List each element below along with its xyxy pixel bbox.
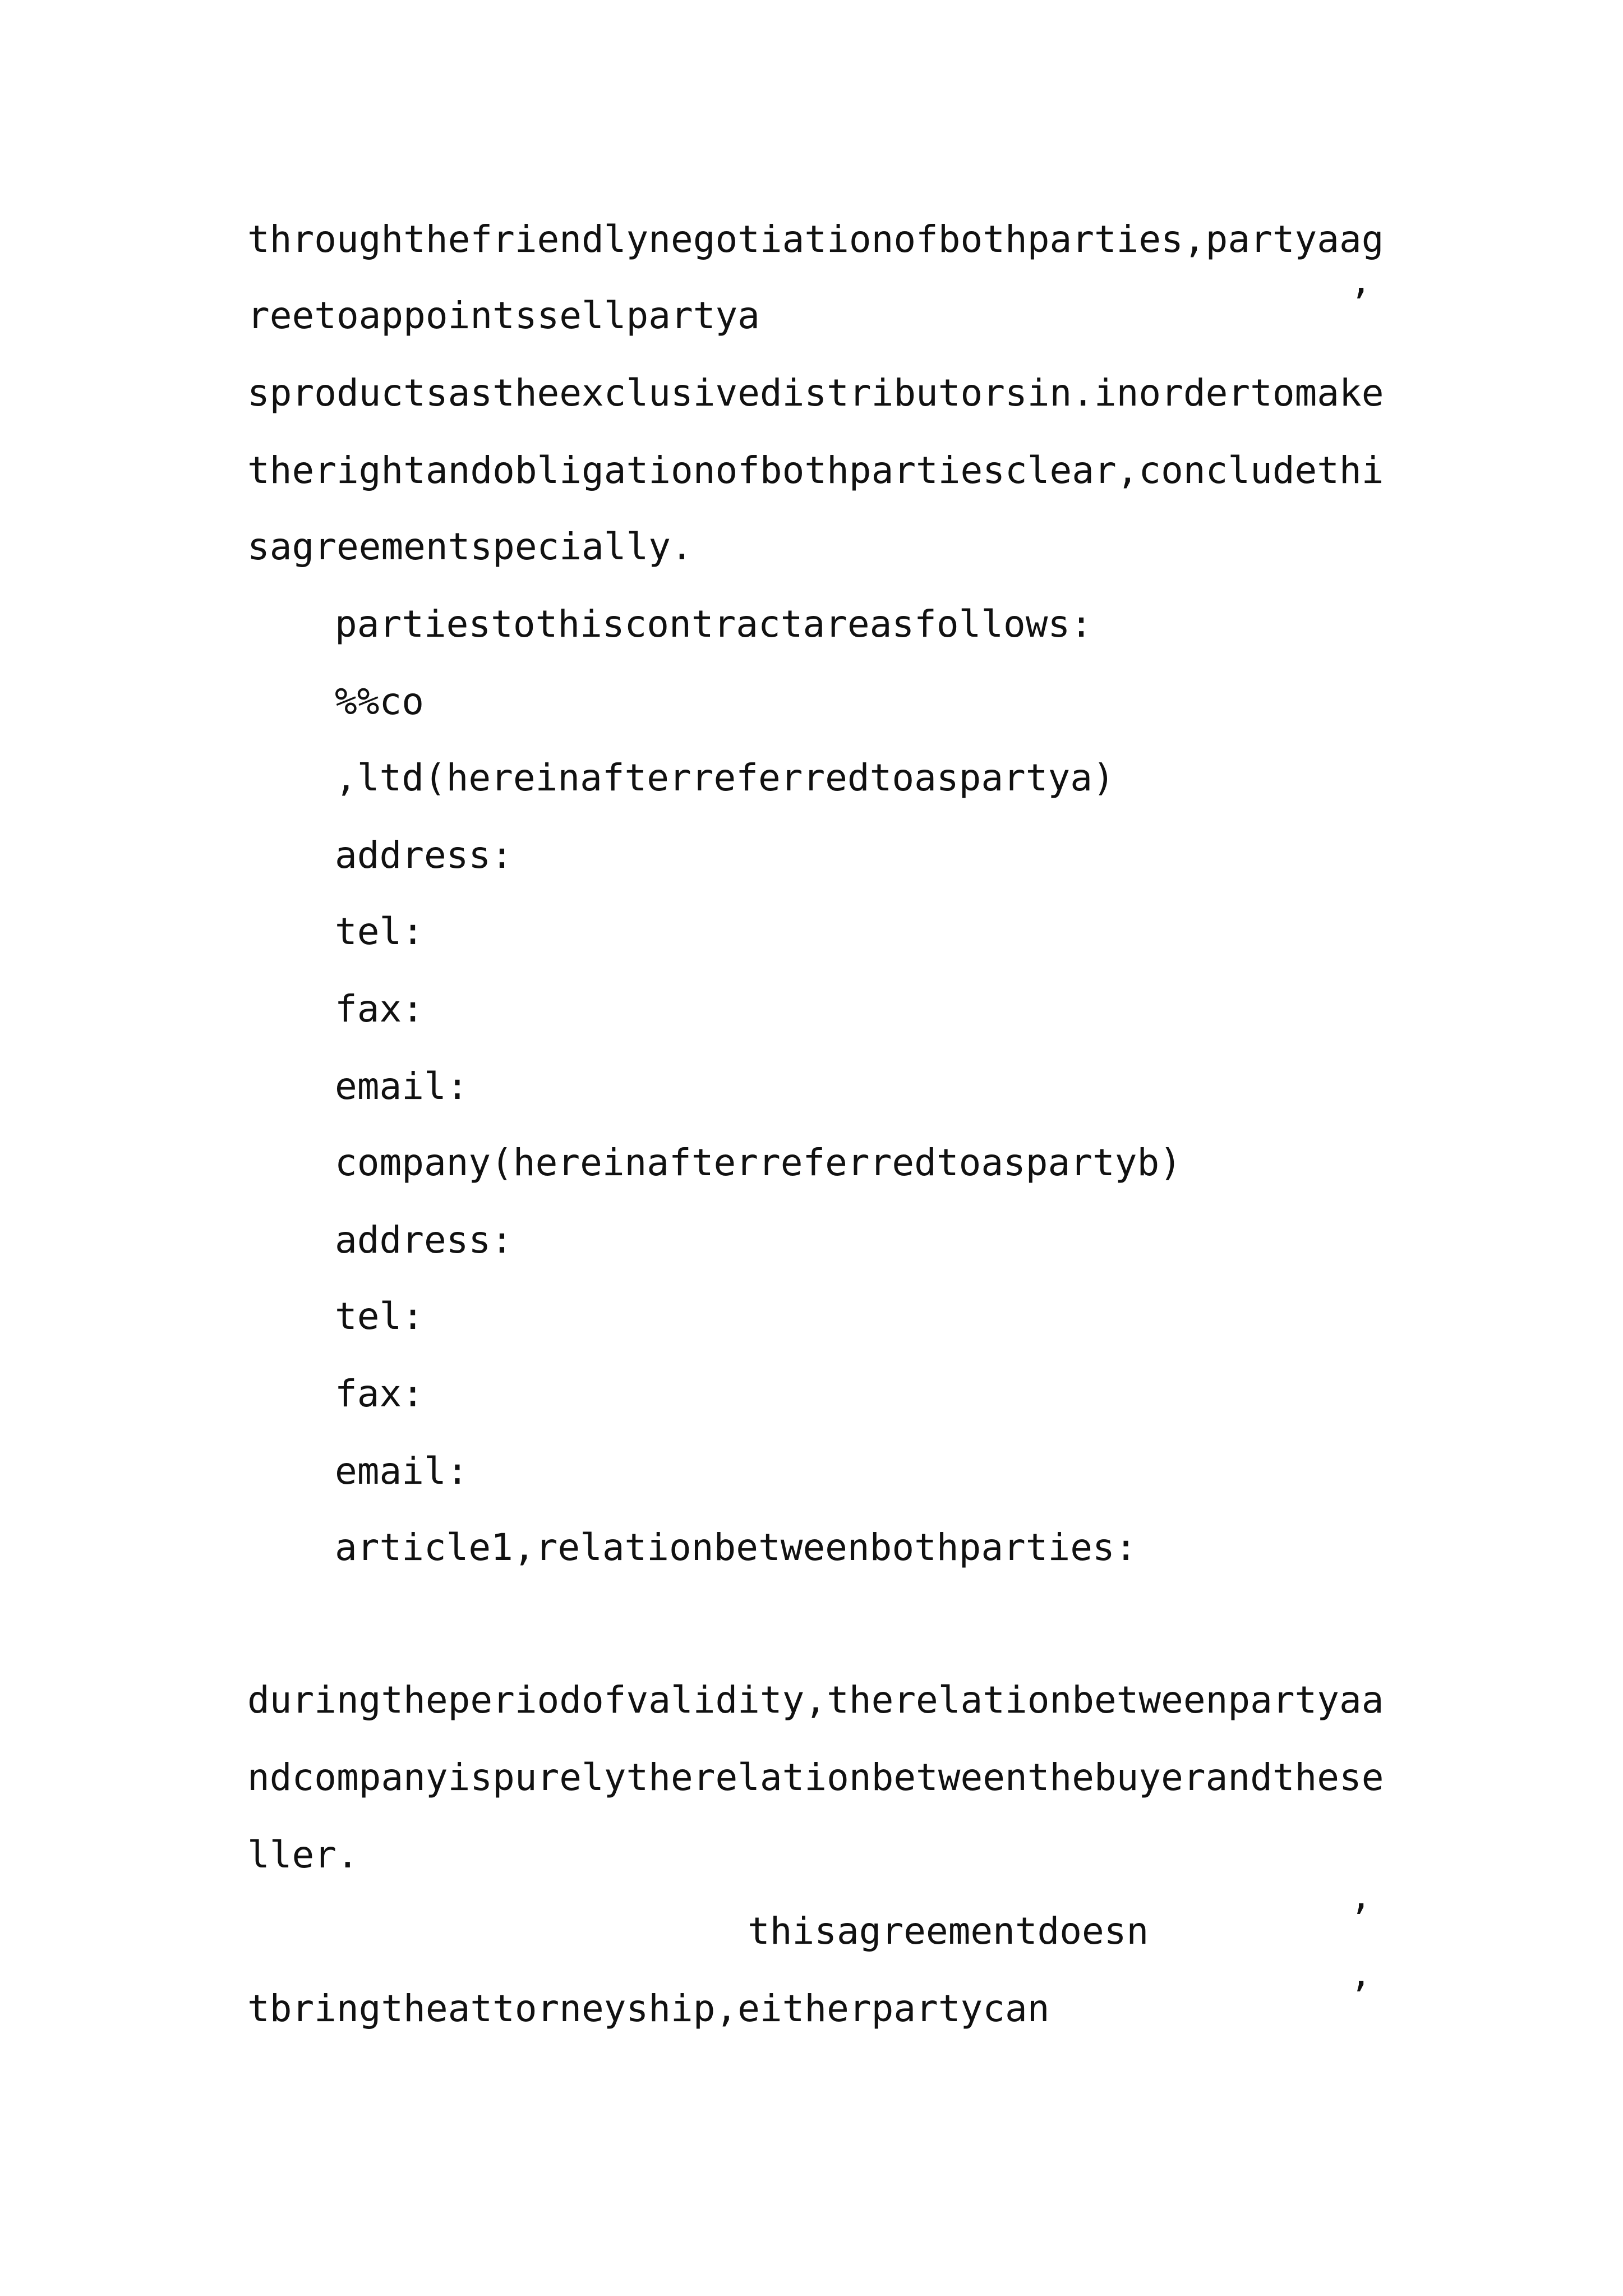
text-line: email: [335, 1450, 469, 1493]
text-line: address: [335, 834, 513, 877]
text-line: ,ltd(hereinafterreferredtoaspartya) [335, 756, 1115, 799]
text-line: duringtheperiodofvalidity,therelationbetweenpartyaa [247, 1678, 1384, 1722]
text-line: therightandobligationofbothpartiesclear,concludethi [247, 449, 1384, 492]
apostrophe-mark: ’ [1349, 1897, 1371, 1940]
apostrophe-mark: ’ [1349, 282, 1371, 325]
text-line: email: [335, 1065, 469, 1108]
text-line: ndcompanyispurelytherelationbetweenthebuyerandthese [247, 1756, 1384, 1799]
text-line: tbringtheattorneyship,eitherpartycan [247, 1987, 1050, 2030]
text-line: sproductsastheexclusivedistributorsin.inordertomake [247, 371, 1384, 415]
text-line: %%co [335, 680, 424, 723]
text-line: company(hereinafterreferredtoaspartyb) [335, 1141, 1182, 1184]
text-line: article1,relationbetweenbothparties: [335, 1526, 1137, 1569]
text-line: fax: [335, 1372, 424, 1415]
text-line: throughthefriendlynegotiationofbothparties,partyaag [247, 218, 1384, 261]
text-line: reetoappointssellpartya [247, 294, 760, 337]
text-line: tel: [335, 910, 424, 953]
text-line: ller. [247, 1833, 359, 1876]
text-line: fax: [335, 987, 424, 1030]
text-line: address: [335, 1218, 513, 1262]
text-line: thisagreementdoesn [748, 1910, 1149, 1953]
apostrophe-mark: ’ [1349, 1975, 1371, 2018]
text-line: tel: [335, 1295, 424, 1338]
text-line: sagreementspecially. [247, 525, 693, 568]
text-line: partiestothiscontractareasfollows: [335, 602, 1093, 646]
